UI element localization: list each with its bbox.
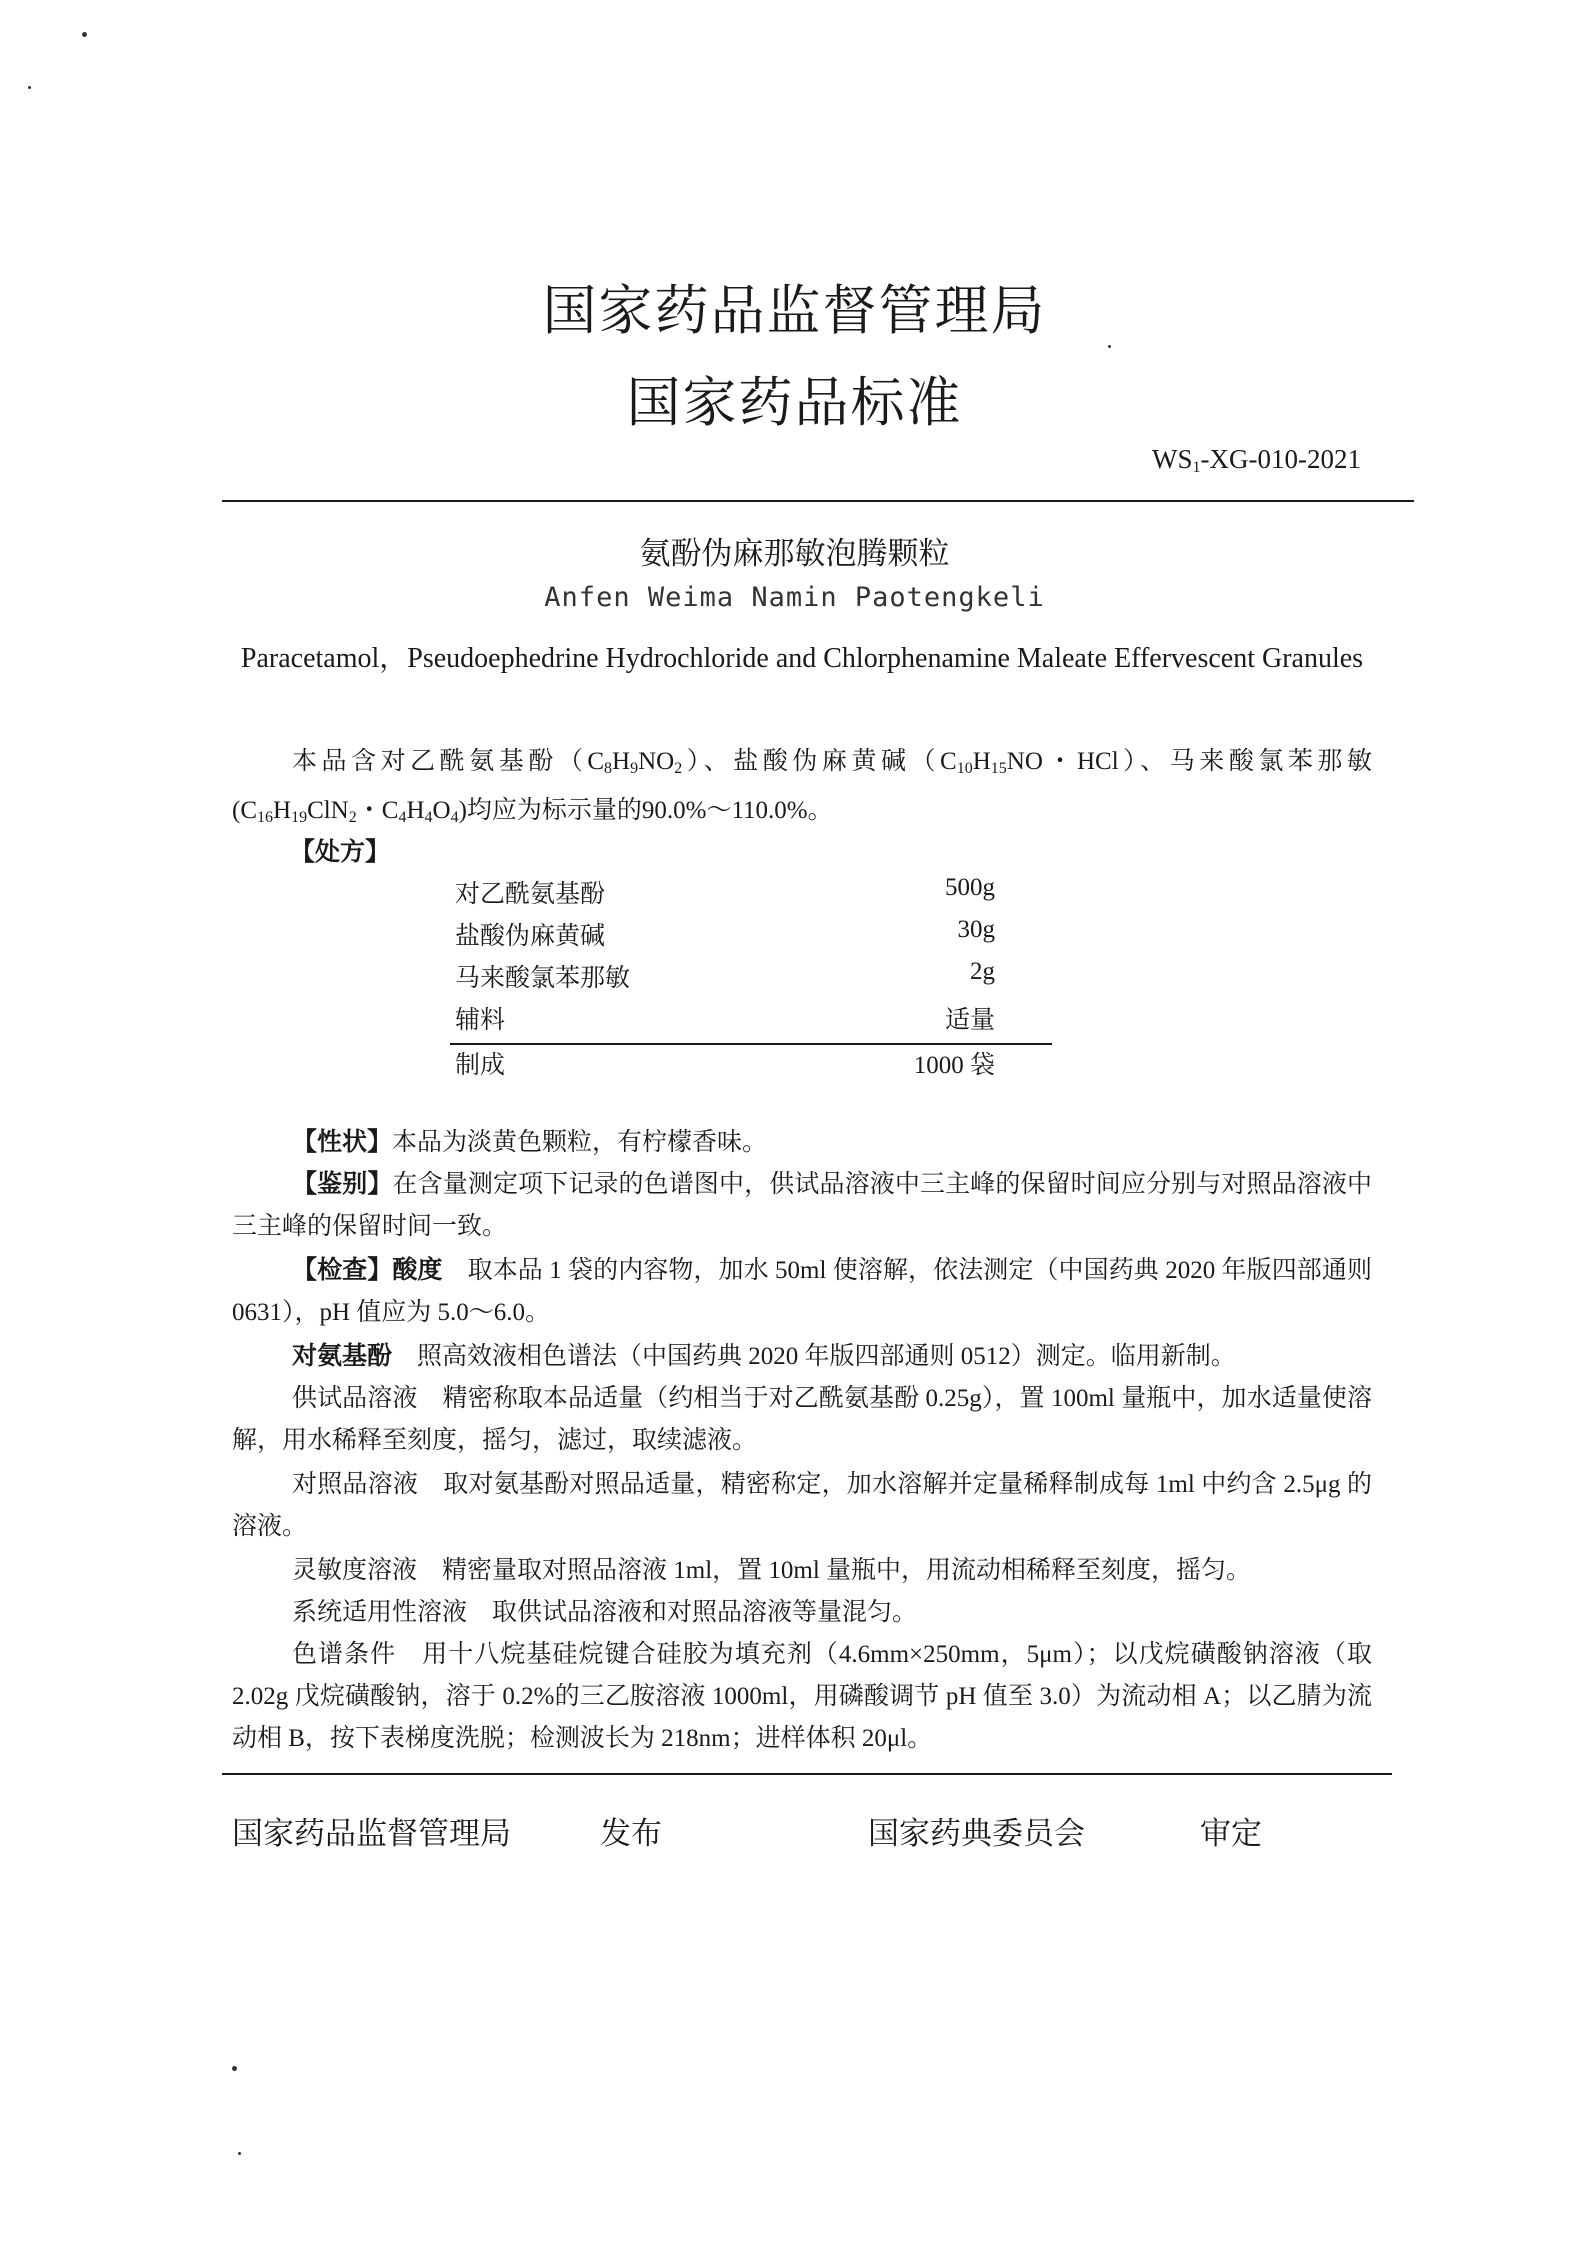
scan-speck: [1108, 345, 1111, 348]
formula-heading: 【处方】: [290, 839, 391, 866]
header-rule: [222, 500, 1414, 502]
ingredient-amount: 适量: [944, 1007, 995, 1034]
product-name-cn: 氨酚伪麻那敏泡腾颗粒: [639, 536, 950, 572]
ingredient-name: 盐酸伪麻黄碱: [455, 923, 606, 950]
standard-number: $WS_1-XG-010-2021$: [1152, 444, 1361, 476]
aminophenol-section: 对氨基酚 照高效液相色谱法（中国药典 2020 年版四部通则 0512）测定。临用新制。: [292, 1343, 1236, 1370]
reference-solution: 对照品溶液 取对氨基酚对照品适量，精密称定，加水溶解并定量稀释制成每 1ml 中约含 2.5μg 的溶液。: [232, 1471, 1372, 1540]
description-label: 【性状】: [292, 1129, 393, 1156]
sensitivity-solution: 灵敏度溶液 精密量取对照品溶液 1ml，置 10ml 量瓶中，用流动相稀释至刻度，摇匀。: [292, 1557, 1252, 1584]
ingredient-name: 马来酸氯苯那敏: [455, 965, 631, 992]
acidity-label: 酸度: [392, 1257, 443, 1284]
formula-row: [455, 916, 995, 958]
formula-row: [455, 874, 995, 916]
doc-type-title: 国家药品标准: [626, 371, 963, 434]
description-section: 【性状】本品为淡黄色颗粒，有柠檬香味。: [292, 1129, 768, 1156]
formula-row: [455, 1000, 995, 1042]
ingredient-name: 对乙酰氨基酚: [455, 881, 606, 908]
product-name-pinyin: Anfen Weima Namin Paotengkeli: [544, 582, 1045, 613]
formula-row: [455, 958, 995, 1000]
ingredient-name: 辅料: [455, 1007, 506, 1034]
identification-label: 【鉴别】: [292, 1171, 393, 1198]
scan-speck: [238, 2152, 241, 2155]
issuer-name: 国家药品监督管理局: [232, 1816, 511, 1852]
scan-speck: [232, 2066, 237, 2071]
product-name-en: Paracetamol，Pseudoephedrine Hydrochloride and Chlorphenamine Maleate Effervescent Granules: [240, 643, 1364, 674]
content-statement: 本品含对乙酰氨基酚$(C_8H_9NO_2)$、盐酸伪麻黄碱（$C_{10}H_{15}NO$・HCl）、马来酸氯苯那敏($C_{16}H_{19}ClN_2$・$C_4H_4O_4$)均应为标示量的90.0%～110.0%。: [232, 748, 1372, 826]
chromatographic-conditions: 色谱条件 用十八烷基硅烷键合硅胶为填充剂（4.6mm×250mm，5μm）；以戊烷磺酸钠溶液（取 2.02g 戊烷磺酸钠，溶于 0.2%的三乙胺溶液 1000ml，用磷酸调节 pH 值至 3.0）为流动相 A；以乙腈为流动相 B，按下表梯度洗脱；检测波长为 218nm；进样体积 20μl。: [232, 1641, 1372, 1752]
acidity-section: 【检查】酸度 取本品 1 袋的内容物，加水 50ml 使溶解，依法测定（中国药典 2020 年版四部通则 0631），pH 值应为 5.0～6.0。: [232, 1257, 1372, 1326]
identification-section: 【鉴别】在含量测定项下记录的色谱图中，供试品溶液中三主峰的保留时间应分别与对照品溶液中三主峰的保留时间一致。: [232, 1171, 1372, 1240]
footer-rule: [222, 1773, 1392, 1775]
scan-speck: [28, 86, 31, 89]
review-label: 审定: [1200, 1816, 1262, 1852]
ingredient-amount: 500g: [945, 874, 995, 901]
agency-title: 国家药品监督管理局: [542, 279, 1047, 342]
reviewer-name: 国家药典委员会: [868, 1816, 1085, 1852]
scan-speck: [82, 32, 87, 37]
aminophenol-label: 对氨基酚: [292, 1343, 393, 1370]
total-amount: 1000 袋: [913, 1052, 995, 1079]
formula-total-row: [455, 1045, 995, 1087]
check-label: 【检查】: [292, 1257, 393, 1284]
issue-label: 发布: [600, 1816, 662, 1852]
ingredient-amount: 2g: [970, 958, 995, 985]
test-solution: 供试品溶液 精密称取本品适量（约相当于对乙酰氨基酚 0.25g），置 100ml 量瓶中，加水适量使溶解，用水稀释至刻度，摇匀，滤过，取续滤液。: [232, 1385, 1372, 1454]
ingredient-amount: 30g: [957, 916, 995, 943]
total-label: 制成: [455, 1052, 506, 1079]
system-suitability-solution: 系统适用性溶液 取供试品溶液和对照品溶液等量混匀。: [292, 1599, 918, 1626]
